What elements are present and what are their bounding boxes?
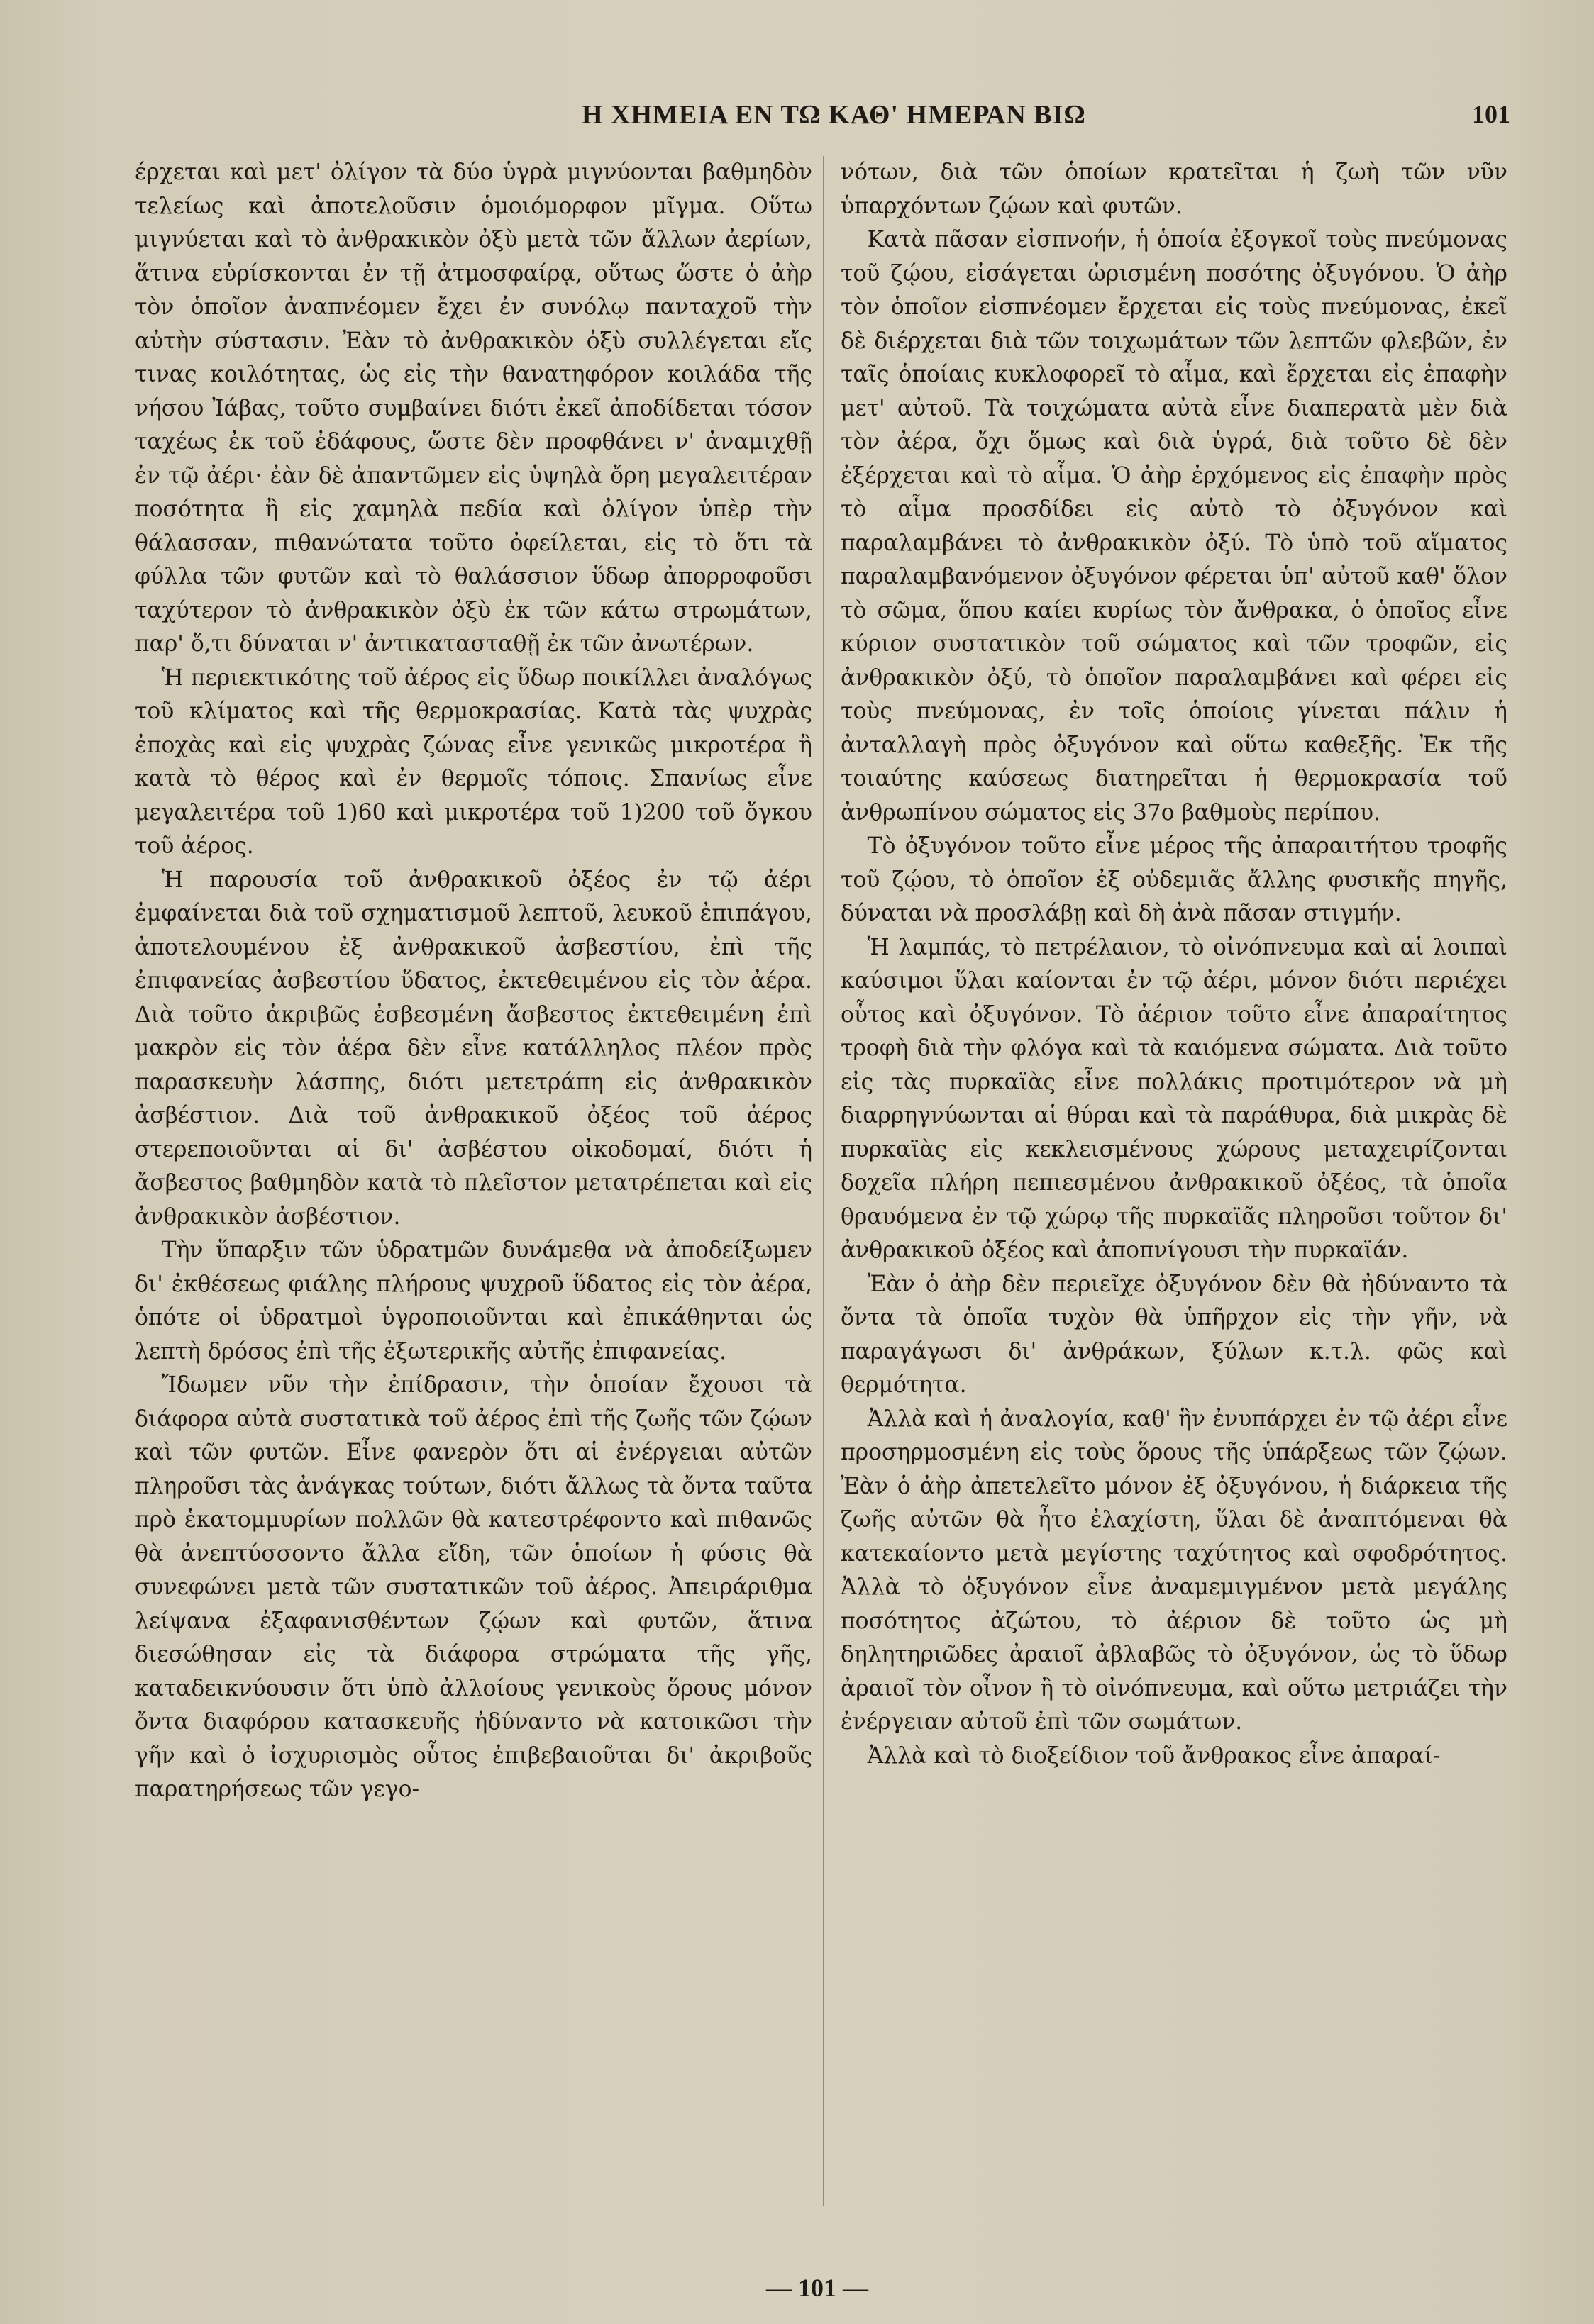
paragraph: Ἡ περιεκτικότης τοῦ ἀέρος εἰς ὕδωρ ποικίλλει ἀναλόγως τοῦ κλίματος καὶ τῆς θερμοκρασίας. Κατὰ τὰς ψυχρὰς ἐποχὰς καὶ εἰς ψυχρὰς ζώνας εἶνε γενικῶς μικροτέρα ἢ κατὰ τὸ θέρος καὶ ἐν θερμοῖς τόποις. Σπανίως εἶνε μεγαλειτέρα τοῦ 1)60 καὶ μικροτέρα τοῦ 1)200 τοῦ ὄγκου τοῦ ἀέρος. <box>135 665 812 859</box>
left-column <box>135 156 812 2241</box>
footer-page-number: — 101 — <box>766 2274 868 2302</box>
paragraph: Τὴν ὕπαρξιν τῶν ὑδρατμῶν δυνάμεθα νὰ ἀποδείξωμεν δι' ἐκθέσεως φιάλης πλήρους ψυχροῦ ὕδατος εἰς τὸν ἀέρα, ὁπότε οἱ ὑδρατμοὶ ὑγροποιοῦνται καὶ ἐπικάθηνται ὡς λεπτὴ δρόσος ἐπὶ τῆς ἐξωτερικῆς αὐτῆς ἐπιφανείας. <box>135 1238 812 1364</box>
paragraph: Ἀλλὰ καὶ τὸ διοξείδιον τοῦ ἄνθρακος εἶνε ἀπαραί- <box>867 1742 1441 1769</box>
paragraph: Ἡ λαμπάς, τὸ πετρέλαιον, τὸ οἰνόπνευμα καὶ αἱ λοιπαὶ καύσιμοι ὕλαι καίονται ἐν τῷ ἀέρι, μόνον διότι περιέχει οὗτος καὶ ὀξυγόνον. Τὸ ἀέριον τοῦτο εἶνε ἀπαραίτητος τροφὴ διὰ τὴν φλόγα καὶ τὰ καιόμενα σώματα. Διὰ τοῦτο εἰς τὰς πυρκαϊὰς εἶνε πολλάκις προτιμότερον νὰ μὴ διαρρηγνύωνται αἱ θύραι καὶ τὰ παράθυρα, διὰ μικρὰς δὲ πυρκαϊὰς εἰς κεκλεισμένους χώρους μεταχειρίζονται δοχεῖα πλήρη πεπιεσμένου ἀνθρακικοῦ ὀξέος, τὰ ὁποῖα θραυόμενα ἐν τῷ χώρῳ τῆς πυρκαϊᾶς πληροῦσι τοῦτον δι' ἀνθρακικοῦ ὀξέος καὶ ἀποπνίγουσι τὴν πυρκαϊάν. <box>841 934 1507 1263</box>
column-divider <box>823 156 824 2206</box>
paragraph: Ἀλλὰ καὶ ἡ ἀναλογία, καθ' ἣν ἐνυπάρχει ἐν τῷ ἀέρι εἶνε προσηρμοσμένη εἰς τοὺς ὅρους τῆς ὑπάρξεως τῶν ζῴων. Ἐὰν ὁ ἀὴρ ἀπετελεῖτο μόνον ἐξ ὀξυγόνου, ἡ διάρκεια τῆς ζωῆς αὐτῶν θὰ ἦτο ἐλαχίστη, ὕλαι δὲ ἀναπτόμεναι θὰ κατεκαίοντο μετὰ μεγίστης ταχύτητος καὶ σφοδρότητος. Ἀλλὰ τὸ ὀξυγόνον εἶνε ἀναμεμιγμένον μετὰ μεγάλης ποσότητος ἀζώτου, τὸ ἀέριον δὲ τοῦτο ὡς μὴ δηλητηριῶδες ἀραιοῖ ἀβλαβῶς τὸ ὀξυγόνον, ὡς τὸ ὕδωρ ἀραιοῖ τὸν οἶνον ἢ τὸ οἰνόπνευμα, καὶ οὕτω μετριάζει τὴν ἐνέργειαν αὐτοῦ ἐπὶ τῶν σωμάτων. <box>841 1406 1507 1735</box>
paragraph: Ἐὰν ὁ ἀὴρ δὲν περιεῖχε ὀξυγόνον δὲν θὰ ἠδύναντο τὰ ὄντα τὰ ὁποῖα τυχὸν θὰ ὑπῆρχον εἰς τὴν γῆν, νὰ παραγάγωσι δι' ἀνθράκων, ξύλων κ.τ.λ. φῶς καὶ θερμότητα. <box>841 1271 1507 1398</box>
page-number: 101 <box>1472 100 1510 128</box>
paragraph: Ἡ παρουσία τοῦ ἀνθρακικοῦ ὀξέος ἐν τῷ ἀέρι ἐμφαίνεται διὰ τοῦ σχηματισμοῦ λεπτοῦ, λευκοῦ ἐπιπάγου, ἀποτελουμένου ἐξ ἀνθρακικοῦ ἀσβεστίου, ἐπὶ τῆς ἐπιφανείας ἀσβεστίου ὕδατος, ἐκτεθειμένου εἰς τὸν ἀέρα. Διὰ τοῦτο ἀκριβῶς ἐσβεσμένη ἄσβεστος ἐκτεθειμένη ἐπὶ μακρὸν εἰς τὸν ἀέρα δὲν εἶνε κατάλληλος πλέον πρὸς παρασκευὴν λάσπης, διότι μετετράπη εἰς ἀνθρακικὸν ἀσβέστιον. Διὰ τοῦ ἀνθρακικοῦ ὀξέος τοῦ ἀέρος στερεποιοῦνται αἱ δι' ἀσβέστου οἰκοδομαί, διότι ἡ ἄσβεστος βαθμηδὸν κατὰ τὸ πλεῖστον μετατρέπεται καὶ εἰς ἀνθρακικὸν ἀσβέστιον. <box>135 867 812 1230</box>
paragraph: Τὸ ὀξυγόνον τοῦτο εἶνε μέρος τῆς ἀπαραιτήτου τροφῆς τοῦ ζῴου, τὸ ὁποῖον ἐξ οὐδεμιᾶς ἄλλης φυσικῆς πηγῆς, δύναται νὰ προσλάβῃ καὶ δὴ ἀνὰ πᾶσαν στιγμήν. <box>841 833 1507 926</box>
paragraph: έρχεται καὶ μετ' ὀλίγον τὰ δύο ὑγρὰ μιγνύονται βαθμηδὸν τελείως καὶ ἀποτελοῦσιν ὁμοιόμορφον μῖγμα. Οὕτω μιγνύεται καὶ τὸ ἀνθρακικὸν ὀξὺ μετὰ τῶν ἄλλων ἀερίων, ἅτινα εὑρίσκονται ἐν τῇ ἀτμοσφαίρᾳ, οὕτως ὥστε ὁ ἀὴρ τὸν ὁποῖον ἀναπνέομεν ἔχει ἐν συνόλῳ πανταχοῦ τὴν αὐτὴν σύστασιν. Ἐὰν τὸ ἀνθρακικὸν ὀξὺ συλλέγεται εἴς τινας κοιλότητας, ὡς εἰς τὴν θανατηφόρον κοιλάδα τῆς νήσου Ἰάβας, τοῦτο συμβαίνει διότι ἐκεῖ ἀποδίδεται τόσον ταχέως ἐκ τοῦ ἐδάφους, ὥστε δὲν προφθάνει ν' ἀναμιχθῇ ἐν τῷ ἀέρι· ἐὰν δὲ ἀπαντῶμεν εἰς ὑψηλὰ ὄρη μεγαλειτέραν ποσότητα ἢ εἰς χαμηλὰ πεδία καὶ ὀλίγον ὑπὲρ τὴν θάλασσαν, πιθανώτατα τοῦτο ὀφείλεται, εἰς τὸ ὅτι τὰ φύλλα τῶν φυτῶν καὶ τὸ θαλάσσιον ὕδωρ ἀπορροφοῦσι ταχύτερον τὸ ἀνθρακικὸν ὀξὺ ἐκ τῶν κάτω στρωμάτων, παρ' ὅ,τι δύναται ν' ἀντικατασταθῇ ἐκ τῶν ἀνωτέρων. <box>135 160 812 657</box>
page-header <box>0 99 1594 142</box>
paragraph: Κατὰ πᾶσαν εἰσπνοήν, ἡ ὁποία ἐξογκοῖ τοὺς πνεύμονας τοῦ ζῴου, εἰσάγεται ὡρισμένη ποσότης ὀξυγόνου. Ὁ ἀὴρ τὸν ὁποῖον εἰσπνέομεν ἔρχεται εἰς τοὺς πνεύμονας, ἐκεῖ δὲ διέρχεται διὰ τῶν τοιχωμάτων τῶν λεπτῶν φλεβῶν, ἐν ταῖς ὁποίαις κυκλοφορεῖ τὸ αἷμα, καὶ ἔρχεται εἰς ἐπαφὴν μετ' αὐτοῦ. Τὰ τοιχώματα αὐτὰ εἶνε διαπερατὰ μὲν διὰ τὸν ἀέρα, ὄχι ὅμως καὶ διὰ ὑγρά, διὰ τοῦτο δὲ δὲν ἐξέρχεται καὶ τὸ αἷμα. Ὁ ἀὴρ ἐρχόμενος εἰς ἐπαφὴν πρὸς τὸ αἷμα προσδίδει εἰς αὐτὸ τὸ ὀξυγόνον καὶ παραλαμβάνει τὸ ἀνθρακικὸν ὀξύ. Τὸ ὑπὸ τοῦ αἵματος παραλαμβανόμενον ὀξυγόνον φέρεται ὑπ' αὐτοῦ καθ' ὅλον τὸ σῶμα, ὅπου καίει κυρίως τὸν ἄνθρακα, ὁ ὁποῖος εἶνε κύριον συστατικὸν τοῦ σώματος καὶ τῶν τροφῶν, εἰς ἀνθρακικὸν ὀξύ, τὸ ὁποῖον παραλαμβάνει καὶ φέρει εἰς τοὺς πνεύμονας, ἐν τοῖς ὁποίοις γίνεται πάλιν ἡ ἀνταλλαγὴ πρὸς ὀξυγόνον καὶ οὕτω καθεξῆς. Ἐκ τῆς τοιαύτης καύσεως διατηρεῖται ἡ θερμοκρασία τοῦ ἀνθρωπίνου σώματος εἰς 37ο βαθμοὺς περίπου. <box>841 227 1507 825</box>
paragraph: Ἴδωμεν νῦν τὴν ἐπίδρασιν, τὴν ὁποίαν ἔχουσι τὰ διάφορα αὐτὰ συστατικὰ τοῦ ἀέρος ἐπὶ τῆς ζωῆς τῶν ζῴων καὶ τῶν φυτῶν. Εἶνε φανερὸν ὅτι αἱ ἐνέργειαι αὐτῶν πληροῦσι τὰς ἀνάγκας τούτων, διότι ἄλλως τὰ ὄντα ταῦτα πρὸ ἑκατομμυρίων πολλῶν θὰ κατεστρέφοντο καὶ πιθανῶς θὰ ἀνεπτύσσοντο ἄλλα εἴδη, τῶν ὁποίων ἡ φύσις θὰ συνεφώνει μετὰ τῶν συστατικῶν τοῦ ἀέρος. Ἀπειράριθμα λείψανα ἐξαφανισθέντων ζῴων καὶ φυτῶν, ἅτινα διεσώθησαν εἰς τὰ διάφορα στρώματα τῆς γῆς, καταδεικνύουσιν ὅτι ὑπὸ ἀλλοίους γενικοὺς ὅρους μόνον ὄντα διαφόρου κατασκευῆς ἠδύναντο νὰ κατοικῶσι τὴν γῆν καὶ ὁ ἰσχυρισμὸς οὗτος ἐπιβεβαιοῦται δι' ἀκριβοῦς παρατηρήσεως τῶν γεγο- <box>135 1372 812 1802</box>
right-column <box>841 156 1507 2241</box>
paragraph: νότων, διὰ τῶν ὁποίων κρατεῖται ἡ ζωὴ τῶν νῦν ὑπαρχόντων ζῴων καὶ φυτῶν. <box>841 160 1507 219</box>
running-title: Η ΧΗΜΕΙΑ ΕΝ ΤΩ ΚΑΘ' ΗΜΕΡΑΝ ΒΙΩ <box>582 100 1086 130</box>
